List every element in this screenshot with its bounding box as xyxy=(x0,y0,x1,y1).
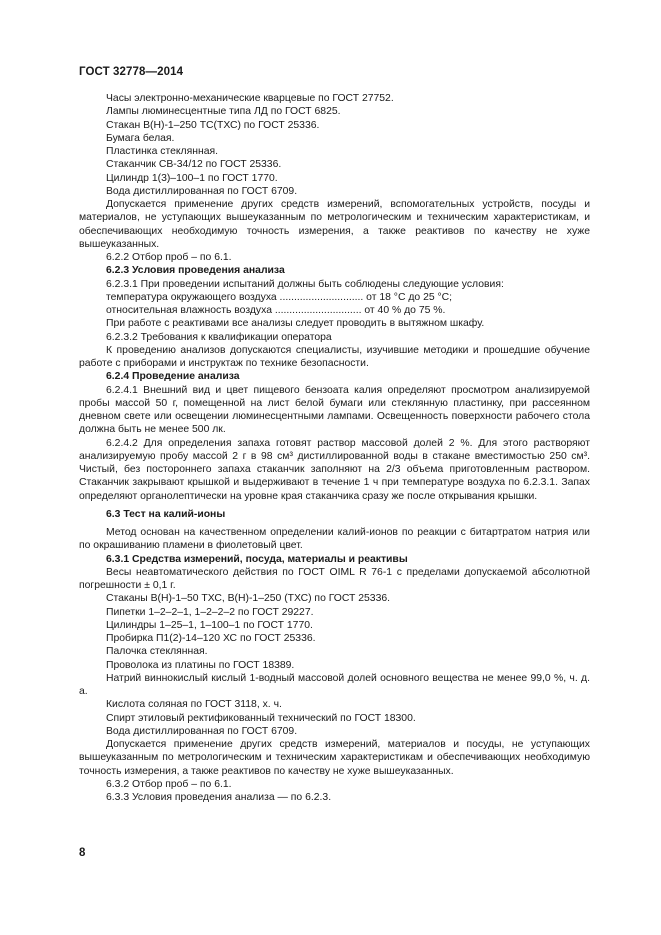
paragraph: Допускается применение других средств измерений, материалов и посуды, не уступающих вышеуказанным по метрологическим и техническим характеристикам и обеспечивающих необходимую точность измерения, а также реактивов по качеству не хуже вышеуказанных. xyxy=(79,739,590,777)
paragraph: 6.3.3 Условия проведения анализа — по 6.2.3. xyxy=(106,792,332,803)
paragraph: Весы неавтоматического действия по ГОСТ OIML R 76-1 с пределами допускаемой абсолютной погрешности ± 0,1 г. xyxy=(79,566,590,591)
paragraph: Цилиндры 1–25–1, 1–100–1 по ГОСТ 1770. xyxy=(106,619,313,631)
paragraph: 6.3.2 Отбор проб – по 6.1. xyxy=(106,778,232,790)
paragraph: Стаканчик СВ-34/12 по ГОСТ 25336. xyxy=(106,159,282,171)
paragraph: Часы электронно-механические кварцевые по ГОСТ 27752. xyxy=(106,93,394,104)
section-heading: 6.3 Тест на калий-ионы xyxy=(106,508,226,520)
section-heading: 6.3.1 Средства измерений, посуда, материалы и реактивы xyxy=(106,553,408,565)
paragraph: Пробирка П1(2)-14–120 ХС по ГОСТ 25336. xyxy=(106,633,316,644)
paragraph: Вода дистиллированная по ГОСТ 6709. xyxy=(106,725,298,737)
paragraph: Пипетки 1–2–2–1, 1–2–2–2 по ГОСТ 29227. xyxy=(106,606,314,618)
paragraph: температура окружающего воздуха ............................. от 18 °С до 25 °С; xyxy=(106,291,453,303)
paragraph: 6.2.4.2 Для определения запаха готовят раствор массовой долей 2 %. Для этого растворяют анализируемую пробу массой 2 г в 98 см³ дистиллированной воды в стакане вместимостью 250 см³. Чистый, без постороннего запаха стаканчик заполняют на 2/3 объема приготовленным раствором. Стаканчик закрывают крышкой и выдерживают в течение 1 ч при температуре воздуха по 6.2.3.1. Запах определяют органолептически на уровне края стаканчика сразу же после открывания крышки. xyxy=(79,437,590,502)
paragraph: При работе с реактивами все анализы следует проводить в вытяжном шкафу. xyxy=(106,318,485,330)
paragraph: Метод основан на качественном определении калий-ионов по реакции с битартратом натрия или по окрашиванию пламени в фиолетовый цвет. xyxy=(79,527,590,552)
page-number: 8 xyxy=(79,847,86,859)
paragraph: Спирт этиловый ректификованный технический по ГОСТ 18300. xyxy=(106,712,416,724)
paragraph: Пластинка стеклянная. xyxy=(106,146,218,157)
paragraph: 6.2.2 Отбор проб – по 6.1. xyxy=(106,252,232,263)
paragraph: Стакан В(Н)-1–250 ТС(ТХС) по ГОСТ 25336. xyxy=(106,119,320,131)
paragraph: Кислота соляная по ГОСТ 3118, х. ч. xyxy=(106,699,282,711)
paragraph: Допускается применение других средств измерений, вспомогательных устройств, посуды и материалов, не уступающих вышеуказанным по метрологическим и техническим характеристикам, и обеспечивающих необходимую точность измерения, а также реактивов по качеству не хуже вышеуказанных. xyxy=(79,199,590,250)
paragraph: 6.2.3.1 При проведении испытаний должны быть соблюдены следующие условия: xyxy=(106,278,504,290)
paragraph: Бумага белая. xyxy=(106,132,175,144)
paragraph: Вода дистиллированная по ГОСТ 6709. xyxy=(106,185,298,197)
paragraph: относительная влажность воздуха .............................. от 40 % до 75 %. xyxy=(106,305,446,316)
document-body xyxy=(79,92,590,804)
section-heading: 6.2.3 Условия проведения анализа xyxy=(106,265,285,277)
paragraph: Проволока из платины по ГОСТ 18389. xyxy=(106,659,295,671)
paragraph: Цилиндр 1(3)–100–1 по ГОСТ 1770. xyxy=(106,172,278,184)
paragraph: Натрий виннокислый кислый 1-водный массовой долей основного вещества не менее 99,0 %, ч. д. а. xyxy=(79,672,590,697)
paragraph: Палочка стеклянная. xyxy=(106,646,208,658)
paragraph: К проведению анализов допускаются специалисты, изучившие методики и прошедшие обучение работе с приборами и инструктаж по технике безопасности. xyxy=(79,344,590,369)
paragraph: Стаканы В(Н)-1–50 ТХС, В(Н)-1–250 (ТХС) по ГОСТ 25336. xyxy=(106,593,391,605)
paragraph: 6.2.4.1 Внешний вид и цвет пищевого бензоата калия определяют просмотром анализируемой пробы массой 50 г, помещенной на лист белой бумаги или стеклянную пластинку, при рассеянном дневном свете или освещении люминесцентными лампами. Освещенность поверхности рабочего стола должна быть не менее 500 лк. xyxy=(79,384,590,436)
section-heading: 6.2.4 Проведение анализа xyxy=(106,371,240,383)
page-header: ГОСТ 32778—2014 xyxy=(79,66,184,78)
paragraph: Лампы люминесцентные типа ЛД по ГОСТ 6825. xyxy=(106,106,341,118)
paragraph: 6.2.3.2 Требования к квалификации оператора xyxy=(106,331,332,343)
